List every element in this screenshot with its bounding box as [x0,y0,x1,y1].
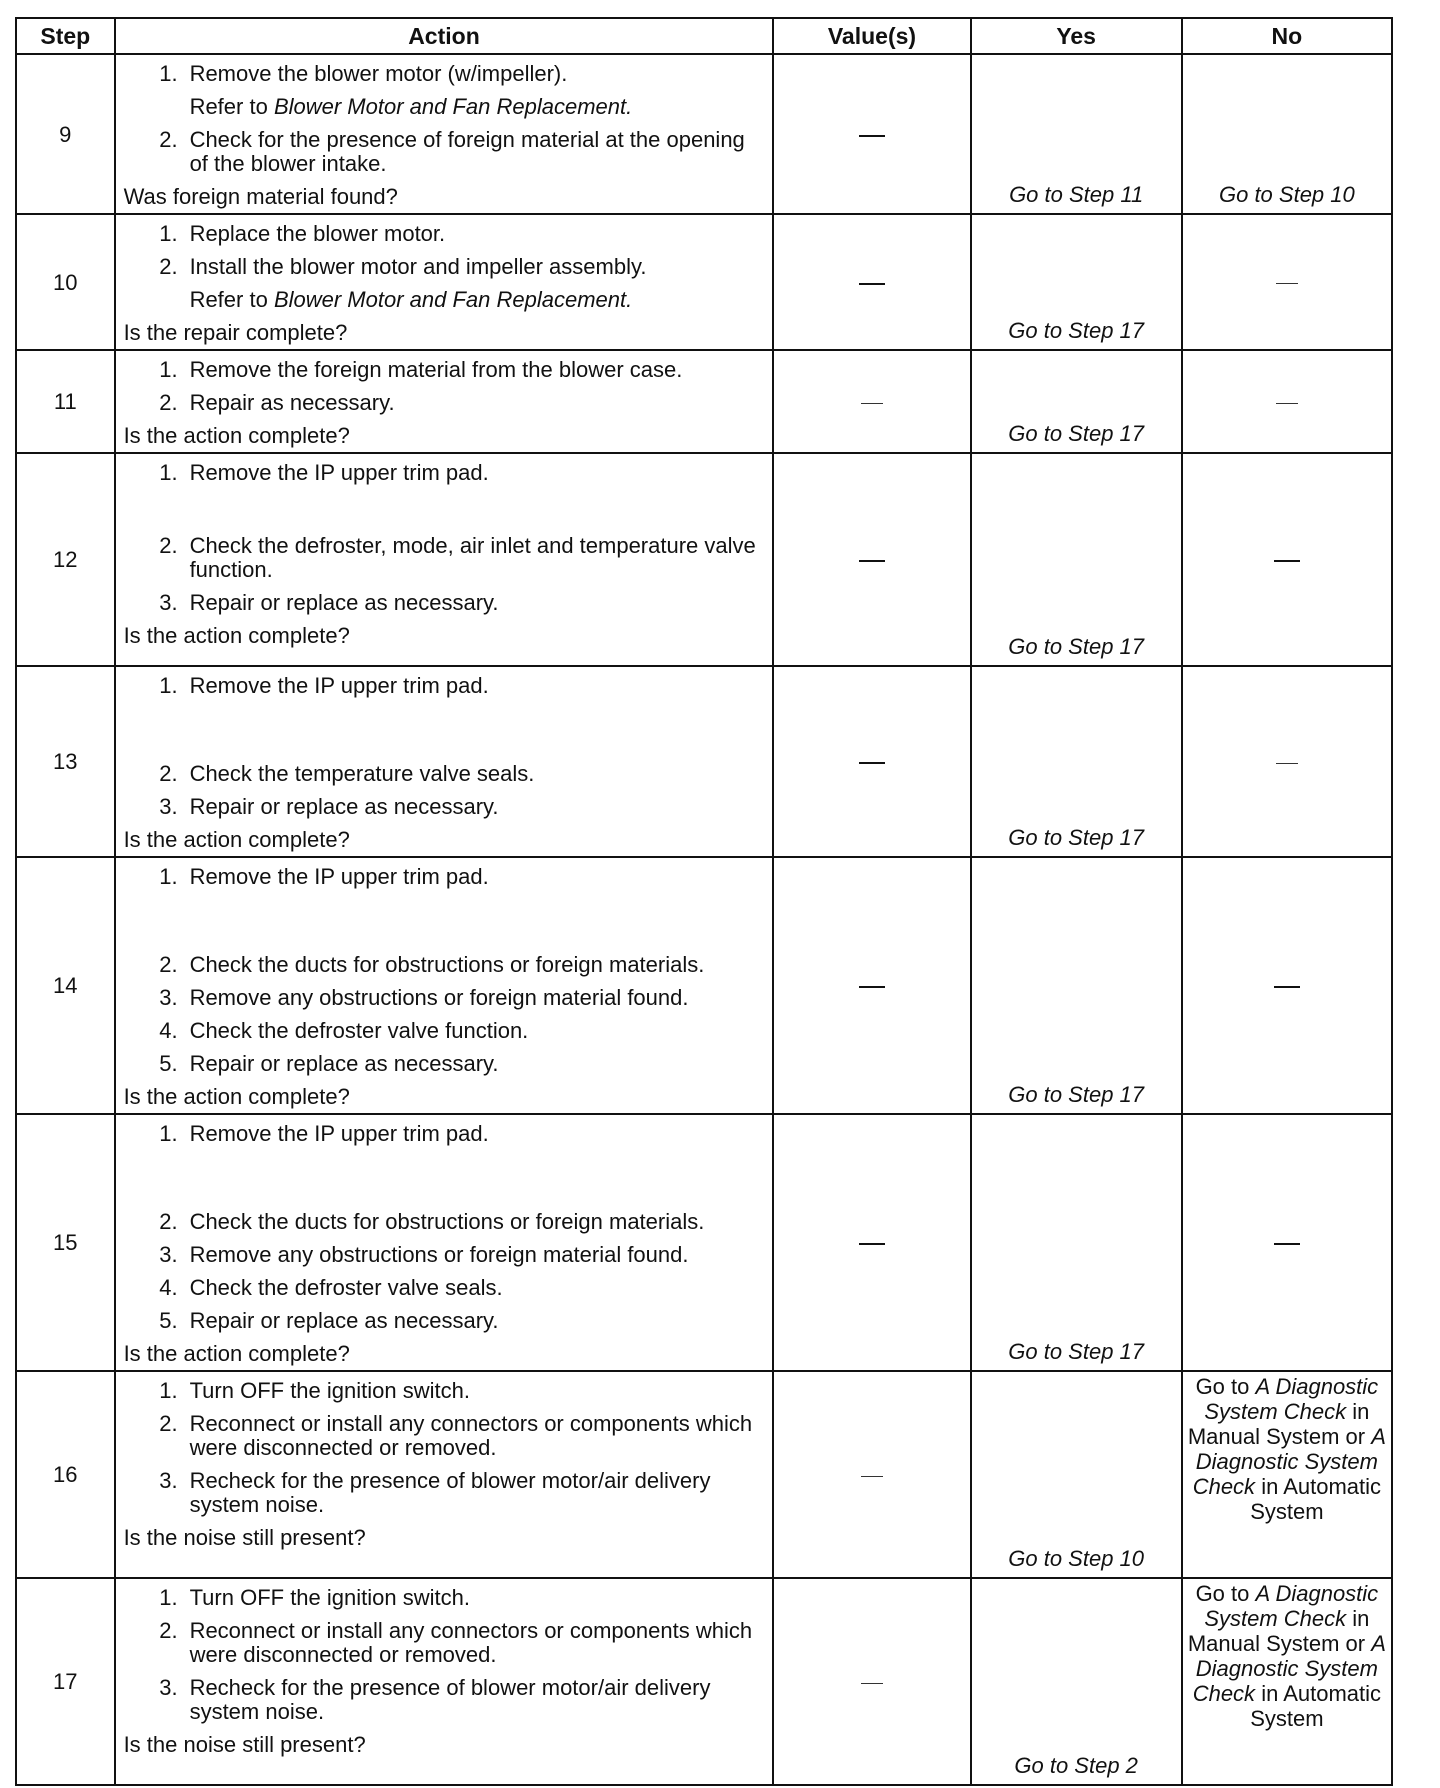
action-question: Was foreign material found? [123,184,398,209]
action-item: Repair or replace as necessary. [189,1308,499,1333]
action-item: Check for the presence of foreign material at the opening of the blower intake. [189,127,745,176]
dash-value [859,762,885,764]
yes-cell: Go to Step 17 [971,1114,1182,1371]
action-question: Is the action complete? [123,827,350,852]
header-row [16,18,1392,54]
step-number: 9 [16,54,115,214]
dash-value [1274,986,1300,988]
dash-value [861,403,883,404]
action-question: Is the noise still present? [123,1732,366,1757]
header-values: Value(s) [773,18,970,54]
step-number: 16 [16,1371,115,1578]
refer-prefix: Refer to [189,94,268,119]
refer-prefix: Refer to [189,287,268,312]
action-cell: 1. Turn OFF the ignition switch. 2. Reconnect or install any connectors or components which were disconnected or removed. 3. Recheck for the presence of blower motor/air delivery system noise. Is the noise still present? [115,1578,774,1785]
action-item: Reconnect or install any connectors or components which were disconnected or removed. [189,1411,753,1460]
no-cell [1182,214,1392,350]
value-cell [773,54,970,214]
table-row [16,350,1392,453]
action-question: Is the repair complete? [123,320,348,345]
header-yes: Yes [971,18,1182,54]
yes-cell: Go to Step 10 [971,1371,1182,1578]
yes-cell: Go to Step 11 [971,54,1182,214]
dash-value [859,283,885,285]
dash-value [1276,283,1298,284]
action-item: Turn OFF the ignition switch. [189,1585,470,1610]
table-row [16,453,1392,666]
table-row [16,1371,1392,1578]
dash-value [1276,403,1298,404]
value-cell [773,350,970,453]
action-item: Check the defroster valve seals. [189,1275,503,1300]
value-cell [773,1371,970,1578]
dash-value [861,1476,883,1477]
dash-value [859,135,885,137]
no-text: in Automatic System [1250,1474,1382,1524]
yes-cell: Go to Step 17 [971,857,1182,1114]
dash-value [1276,763,1298,764]
value-cell [773,1578,970,1785]
header-step: Step [16,18,115,54]
dash-value [1274,1243,1300,1245]
dash-value [859,560,885,562]
table-row [16,857,1392,1114]
dash-value [1274,560,1300,562]
action-question: Is the action complete? [123,423,350,448]
action-item: Remove the blower motor (w/impeller). [189,61,568,86]
action-item: Remove any obstructions or foreign material found. [189,1242,689,1267]
table-row [16,214,1392,350]
step-number: 11 [16,350,115,453]
no-link-ref: A Diagnostic System Check [1192,1424,1386,1499]
table-row [16,54,1392,214]
table-row [16,666,1392,857]
yes-cell: Go to Step 17 [971,453,1182,666]
action-cell: 1. Replace the blower motor. 2. Install the blower motor and impeller assembly. Refer to Blower Motor and Fan Replacement. Is the repair complete? [115,214,774,350]
no-cell [1182,1371,1392,1578]
action-item: Recheck for the presence of blower motor/air delivery system noise. [189,1468,711,1517]
action-item: Repair or replace as necessary. [189,590,499,615]
action-item: Check the defroster, mode, air inlet and temperature valve function. [189,533,756,582]
action-question: Is the noise still present? [123,1525,366,1550]
action-item: Remove the IP upper trim pad. [189,864,489,889]
value-cell [773,666,970,857]
table-row [16,1578,1392,1785]
yes-cell: Go to Step 17 [971,214,1182,350]
no-link-ref: A Diagnostic System Check [1204,1581,1379,1631]
step-number: 17 [16,1578,115,1785]
value-cell [773,857,970,1114]
refer-document: Blower Motor and Fan Replacement. [273,287,633,312]
yes-cell: Go to Step 17 [971,666,1182,857]
no-cell [1182,666,1392,857]
no-cell [1182,350,1392,453]
action-cell: 1. Remove the IP upper trim pad. 2. Check the ducts for obstructions or foreign materials. 3. Remove any obstructions or foreign material found. 4. Check the defroster valve function. 5. Repair or replace as necessary. Is the action complete? [115,857,774,1114]
action-item: Remove the foreign material from the blower case. [189,357,683,382]
header-action: Action [115,18,774,54]
no-link-ref: A Diagnostic System Check [1192,1631,1386,1706]
dash-value [859,1243,885,1245]
no-cell [1182,857,1392,1114]
header-no: No [1182,18,1392,54]
no-text: in Automatic System [1250,1681,1382,1731]
value-cell [773,453,970,666]
value-cell [773,1114,970,1371]
no-cell [1182,1578,1392,1785]
dash-value [861,1683,883,1684]
no-text: Go to [1195,1581,1250,1606]
action-cell: 1. Remove the IP upper trim pad. 2. Check the defroster, mode, air inlet and temperature valve function. 3. Repair or replace as necessary. Is the action complete? [115,453,774,666]
action-item: Check the temperature valve seals. [189,761,535,786]
no-cell: Go to Step 10 [1182,54,1392,214]
action-item: Repair or replace as necessary. [189,1051,499,1076]
action-question: Is the action complete? [123,1341,350,1366]
no-cell [1182,453,1392,666]
action-question: Is the action complete? [123,623,350,648]
action-item: Remove the IP upper trim pad. [189,1121,489,1146]
action-item: Repair or replace as necessary. [189,794,499,819]
action-cell: 1. Turn OFF the ignition switch. 2. Reconnect or install any connectors or components which were disconnected or removed. 3. Recheck for the presence of blower motor/air delivery system noise. Is the noise still present? [115,1371,774,1578]
no-text: in Manual System or [1187,1606,1370,1656]
step-number: 13 [16,666,115,857]
value-cell [773,214,970,350]
action-cell: 1. Remove the IP upper trim pad. 2. Check the temperature valve seals. 3. Repair or replace as necessary. Is the action complete? [115,666,774,857]
action-item: Remove the IP upper trim pad. [189,673,489,698]
action-item: Remove the IP upper trim pad. [189,460,489,485]
dash-value [859,986,885,988]
action-item: Reconnect or install any connectors or components which were disconnected or removed. [189,1618,753,1667]
action-cell: 1. Remove the foreign material from the blower case. 2. Repair as necessary. Is the action complete? [115,350,774,453]
action-item: Repair as necessary. [189,390,395,415]
action-item: Turn OFF the ignition switch. [189,1378,470,1403]
table-row [16,1114,1392,1371]
action-item: Remove any obstructions or foreign material found. [189,985,689,1010]
action-item: Check the defroster valve function. [189,1018,529,1043]
step-number: 10 [16,214,115,350]
step-number: 12 [16,453,115,666]
yes-cell: Go to Step 17 [971,350,1182,453]
action-cell: 1. Remove the IP upper trim pad. 2. Check the ducts for obstructions or foreign materials. 3. Remove any obstructions or foreign material found. 4. Check the defroster valve seals. 5. Repair or replace as necessary. Is the action complete? [115,1114,774,1371]
action-cell: 1. Remove the blower motor (w/impeller). Refer to Blower Motor and Fan Replacement. 2. Check for the presence of foreign material at the opening of the blower intake. Was foreign material found? [115,54,774,214]
yes-cell: Go to Step 2 [971,1578,1182,1785]
no-cell [1182,1114,1392,1371]
no-link-ref: A Diagnostic System Check [1204,1374,1379,1424]
refer-document: Blower Motor and Fan Replacement. [273,94,633,119]
no-text: in Manual System or [1187,1399,1370,1449]
action-item: Check the ducts for obstructions or foreign materials. [189,1209,705,1234]
action-item: Install the blower motor and impeller assembly. [189,254,647,279]
diagnostic-table [15,17,1393,1786]
action-item: Recheck for the presence of blower motor/air delivery system noise. [189,1675,711,1724]
step-number: 14 [16,857,115,1114]
action-question: Is the action complete? [123,1084,350,1109]
no-text: Go to [1195,1374,1250,1399]
action-item: Replace the blower motor. [189,221,446,246]
step-number: 15 [16,1114,115,1371]
action-item: Check the ducts for obstructions or foreign materials. [189,952,705,977]
